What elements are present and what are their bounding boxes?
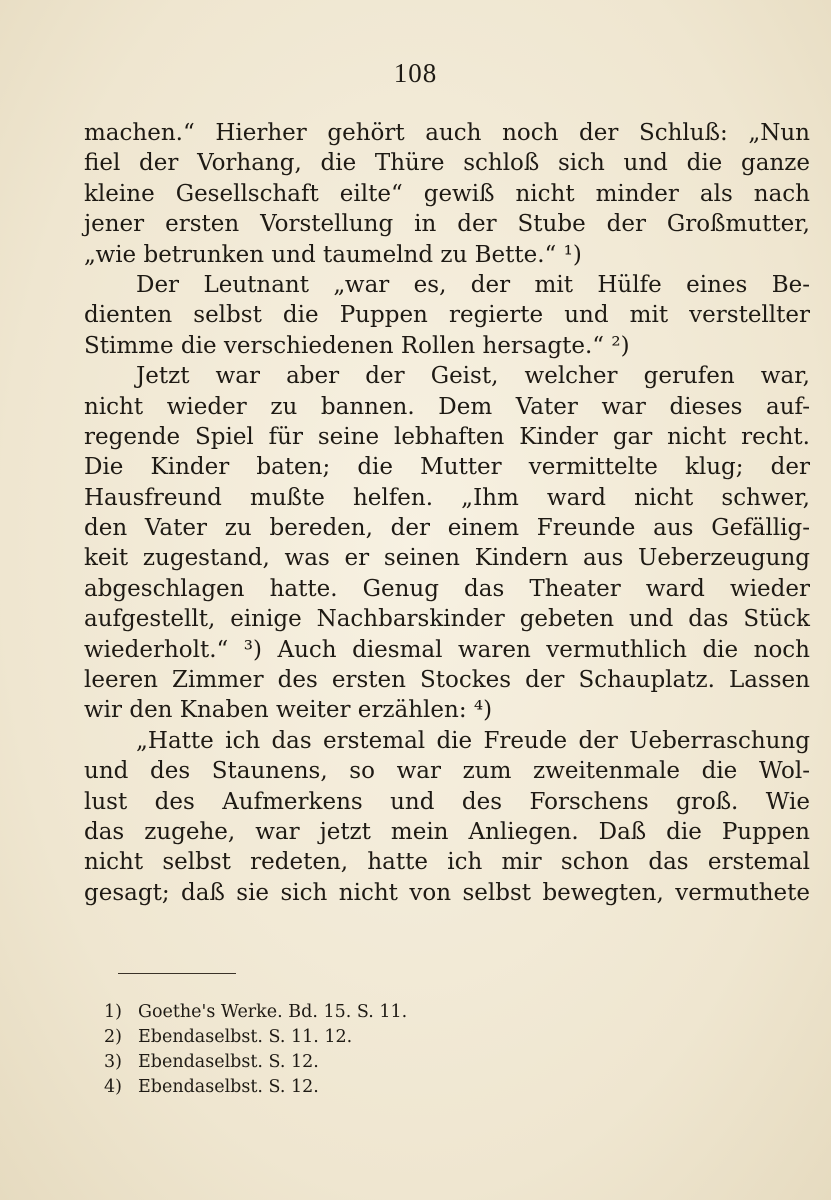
text-line: dienten selbst die Puppen regierte und mit verstellter <box>84 302 810 329</box>
text-line: Der Leutnant „war es, der mit Hülfe eines Be- <box>136 271 810 298</box>
text-line: fiel der Vorhang, die Thüre schloß sich und die ganze <box>84 150 810 177</box>
text-line: nicht wieder zu bannen. Dem Vater war dieses auf- <box>84 393 810 420</box>
text-line: wir den Knaben weiter erzählen: ⁴) <box>84 697 493 724</box>
footnote-text: Goethe's Werke. Bd. 15. S. 11. <box>138 1002 408 1022</box>
footnote-text: Ebendaselbst. S. 12. <box>138 1077 319 1097</box>
footnote <box>104 1025 704 1050</box>
text-line: machen.“ Hierher gehört auch noch der Schluß: „Nun <box>84 120 810 146</box>
text-line: keit zugestand, was er seinen Kindern aus Ueberzeugung <box>84 545 810 572</box>
text-line: lust des Aufmerkens und des Forschens groß. Wie <box>84 788 810 815</box>
text-line: nicht selbst redeten, hatte ich mir schon das erstemal <box>84 849 810 876</box>
text-line: „wie betrunken und taumelnd zu Bette.“ ¹) <box>84 241 582 268</box>
text-line: und des Staunens, so war zum zweitenmale die Wol- <box>84 758 810 785</box>
text-line: kleine Gesellschaft eilte“ gewiß nicht minder als nach <box>84 180 810 207</box>
footnote-separator <box>118 973 236 974</box>
text-line: gesagt; daß sie sich nicht von selbst bewegten, vermuthete <box>84 879 810 906</box>
text-line: „Hatte ich das erstemal die Freude der Ueberraschung <box>136 727 810 754</box>
text-line: Die Kinder baten; die Mutter vermittelte klug; der <box>84 454 810 481</box>
footnote-number: 3) <box>104 1052 122 1072</box>
text-line: Hausfreund mußte helfen. „Ihm ward nicht schwer, <box>84 484 810 511</box>
text-line: wiederholt.“ ³) Auch diesmal waren vermuthlich die noch <box>84 636 810 663</box>
text-line: leeren Zimmer des ersten Stockes der Schauplatz. Lassen <box>84 667 810 694</box>
footnote <box>104 1075 704 1100</box>
text-line: Jetzt war aber der Geist, welcher gerufen war, <box>136 363 810 390</box>
footnote-text: Ebendaselbst. S. 12. <box>138 1052 319 1072</box>
footnotes <box>104 1000 704 1100</box>
footnote <box>104 1000 704 1025</box>
text-line: das zugehe, war jetzt mein Anliegen. Daß die Puppen <box>84 818 810 845</box>
text-line: abgeschlagen hatte. Genug das Theater ward wieder <box>84 575 810 602</box>
footnote-number: 2) <box>104 1027 122 1047</box>
text-line: den Vater zu bereden, der einem Freunde aus Gefällig- <box>84 515 810 542</box>
footnote-number: 1) <box>104 1002 122 1022</box>
footnote-text: Ebendaselbst. S. 11. 12. <box>138 1027 353 1047</box>
text-line: jener ersten Vorstellung in der Stube der Großmutter, <box>84 211 810 238</box>
page-number: 108 <box>393 58 438 88</box>
footnote-number: 4) <box>104 1077 122 1097</box>
text-line: regende Spiel für seine lebhaften Kinder gar nicht recht. <box>84 423 810 450</box>
text-line: Stimme die verschiedenen Rollen hersagte.“ ²) <box>84 332 630 359</box>
text-line: aufgestellt, einige Nachbarskinder gebeten und das Stück <box>84 606 810 633</box>
body-text <box>84 118 810 908</box>
footnote <box>104 1050 704 1075</box>
